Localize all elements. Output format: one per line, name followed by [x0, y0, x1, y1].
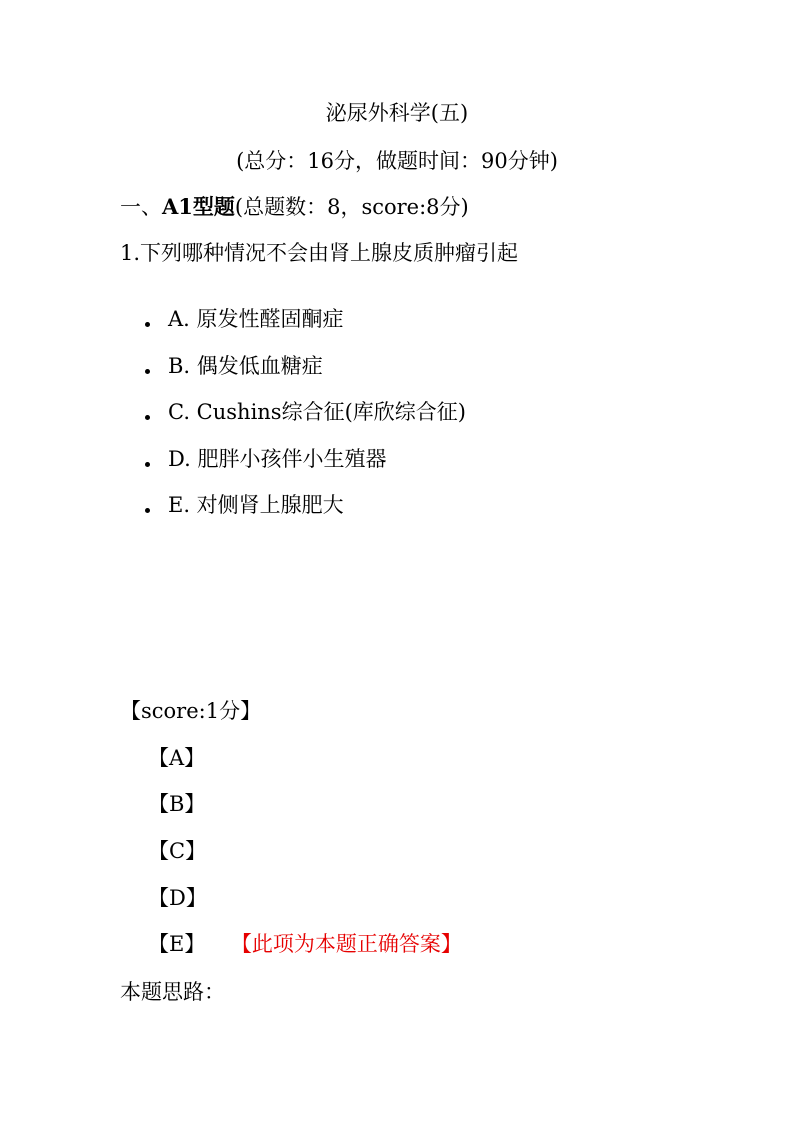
section-prefix: 一、 — [120, 195, 162, 219]
answer-choice: 【C】 — [148, 839, 207, 863]
answer-choice-row — [148, 930, 462, 958]
section-name: A1型题 — [162, 194, 235, 219]
option-label: B. 偶发低血糖症 — [168, 354, 323, 378]
option-label: A. 原发性醛固酮症 — [168, 307, 344, 331]
correct-answer-note: 【此项为本题正确答案】 — [241, 932, 462, 956]
option-label: C. Cushins综合征(库欣综合征) — [168, 400, 466, 424]
bullet-icon — [145, 462, 150, 467]
page-title: 泌尿外科学(五) — [325, 101, 469, 125]
section-info: (总题数：8，score:8分) — [234, 195, 469, 219]
option-label: D. 肥胖小孩伴小生殖器 — [168, 447, 387, 471]
answer-choice: 【A】 — [148, 746, 206, 770]
exam-meta: (总分：16分，做题时间：90分钟) — [236, 149, 558, 173]
answer-choice: 【B】 — [148, 792, 206, 816]
score-label: 【score:1分】 — [120, 699, 262, 723]
answer-choice: 【E】 — [148, 932, 206, 956]
bullet-icon — [145, 369, 150, 374]
bullet-icon — [145, 415, 150, 420]
bullet-icon — [145, 322, 150, 327]
section-heading — [120, 193, 469, 221]
question-text: 1.下列哪种情况不会由肾上腺皮质肿瘤引起 — [120, 241, 519, 265]
answer-choice: 【D】 — [148, 886, 207, 910]
bullet-icon — [145, 508, 150, 513]
option-label: E. 对侧肾上腺肥大 — [168, 493, 344, 517]
explanation-label: 本题思路： — [120, 980, 225, 1004]
